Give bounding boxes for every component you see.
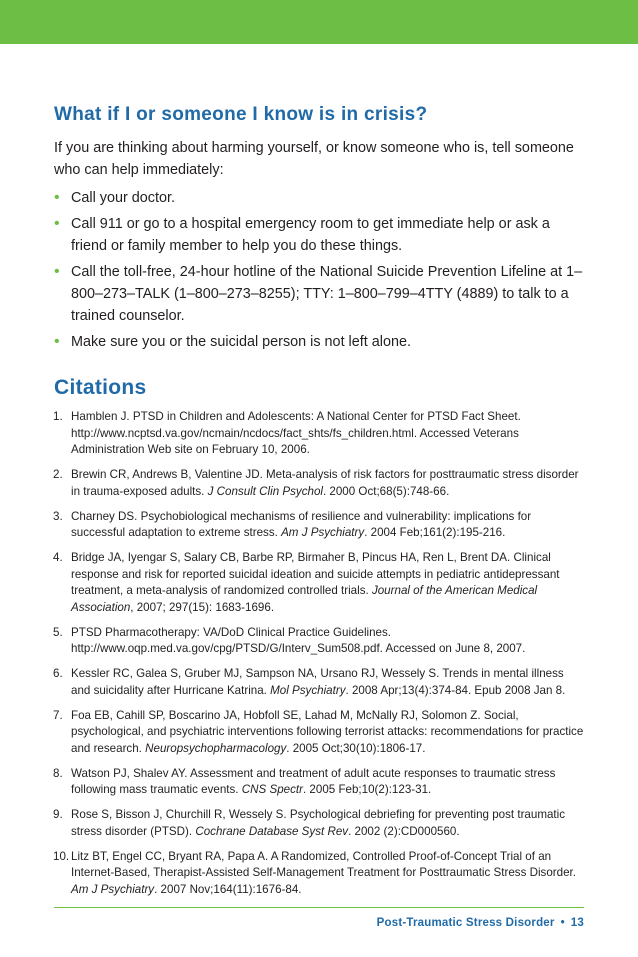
list-item: • Make sure you or the suicidal person is not left alone. bbox=[54, 331, 584, 353]
citation-item: 10. Litz BT, Engel CC, Bryant RA, Papa A. A Randomized, Controlled Proof-of-Concept Trial of an Internet-Based, Therapist-Assisted Self-Management Treatment for Posttraumatic Stress Disorder. Am J Psychiatry. 2007 Nov;164(11):1676-84. bbox=[53, 849, 576, 896]
list-item: • Call 911 or go to a hospital emergency room to get immediate help or ask a friend or family member to help you do these things. bbox=[54, 215, 550, 254]
citation-item: 7. Foa EB, Cahill SP, Boscarino JA, Hobfoll SE, Lahad M, McNally RJ, Solomon Z. Social, psychological, and psychiatric interventions following terrorist attacks: recommendations for practice and research. Neuropsychopharmacology. 2005 Oct;30(10):1806-17. bbox=[53, 708, 584, 755]
top-color-band bbox=[0, 0, 638, 44]
footer-divider bbox=[54, 907, 584, 908]
citation-item: 6. Kessler RC, Galea S, Gruber MJ, Sampson NA, Ursano RJ, Wessely S. Trends in mental illness and suicidality after Hurricane Katrina. Mol Psychiatry. 2008 Apr;13(4):374-84. Epub 2008 Jan 8. bbox=[53, 667, 566, 697]
citation-item: 8. Watson PJ, Shalev AY. Assessment and treatment of adult acute responses to traumatic stress following mass traumatic events. CNS Spectr. 2005 Feb;10(2):123-31. bbox=[53, 766, 556, 796]
citation-item: 2. Brewin CR, Andrews B, Valentine JD. Meta-analysis of risk factors for posttraumatic stress disorder in trauma-exposed adults. J Consult Clin Psychol. 2000 Oct;68(5):748-66. bbox=[53, 468, 579, 498]
page-content bbox=[54, 103, 584, 907]
footer-separator: • bbox=[560, 917, 565, 929]
citation-item: 3. Charney DS. Psychobiological mechanisms of resilience and vulnerability: implications for successful adaptation to extreme stress. Am J Psychiatry. 2004 Feb;161(2):195-216. bbox=[53, 509, 532, 539]
footer-title: Post-Traumatic Stress Disorder bbox=[376, 917, 555, 929]
bullet-icon: • bbox=[54, 263, 60, 280]
bullet-icon: • bbox=[54, 189, 60, 206]
crisis-bullet-list bbox=[54, 187, 584, 353]
citation-item: 1. Hamblen J. PTSD in Children and Adolescents: A National Center for PTSD Fact Sheet. http://www.ncptsd.va.gov/ncmain/ncdocs/fact_shts/fs_children.html. Accessed Veterans Administration Web site on February 10, 2006. bbox=[53, 410, 521, 456]
page-footer bbox=[377, 917, 584, 929]
citations-list bbox=[54, 409, 584, 898]
bullet-icon: • bbox=[54, 215, 60, 232]
bullet-icon: • bbox=[54, 333, 60, 350]
crisis-heading: What if I or someone I know is in crisis? bbox=[54, 104, 428, 125]
list-item: • Call the toll-free, 24-hour hotline of the National Suicide Prevention Lifeline at 1–800–273–TALK (1–800–273–8255); TTY: 1–800–799–4TTY (4889) to talk to a trained counselor. bbox=[54, 263, 583, 324]
list-item: • Call your doctor. bbox=[54, 187, 584, 209]
citation-item: 5. PTSD Pharmacotherapy: VA/DoD Clinical Practice Guidelines. http://www.oqp.med.va.gov/cpg/PTSD/G/Interv_Sum508.pdf. Accessed on June 8, 2007. bbox=[53, 625, 526, 655]
citations-heading: Citations bbox=[54, 376, 147, 399]
citation-item: 4. Bridge JA, Iyengar S, Salary CB, Barbe RP, Birmaher B, Pincus HA, Ren L, Brent DA. Clinical response and risk for reported suicidal ideation and suicide attempts in pediatric antidepressant treatment, a meta-analysis of randomized controlled trials. Journal of the American Medical Association, 2007; 297(15): 1683-1696. bbox=[53, 551, 560, 614]
crisis-intro: If you are thinking about harming yourself, or know someone who is, tell someone who can help immediately: bbox=[54, 140, 574, 178]
citation-item: 9. Rose S, Bisson J, Churchill R, Wessely S. Psychological debriefing for preventing post traumatic stress disorder (PTSD). Cochrane Database Syst Rev. 2002 (2):CD000560. bbox=[53, 808, 566, 838]
page-number: 13 bbox=[570, 917, 584, 929]
